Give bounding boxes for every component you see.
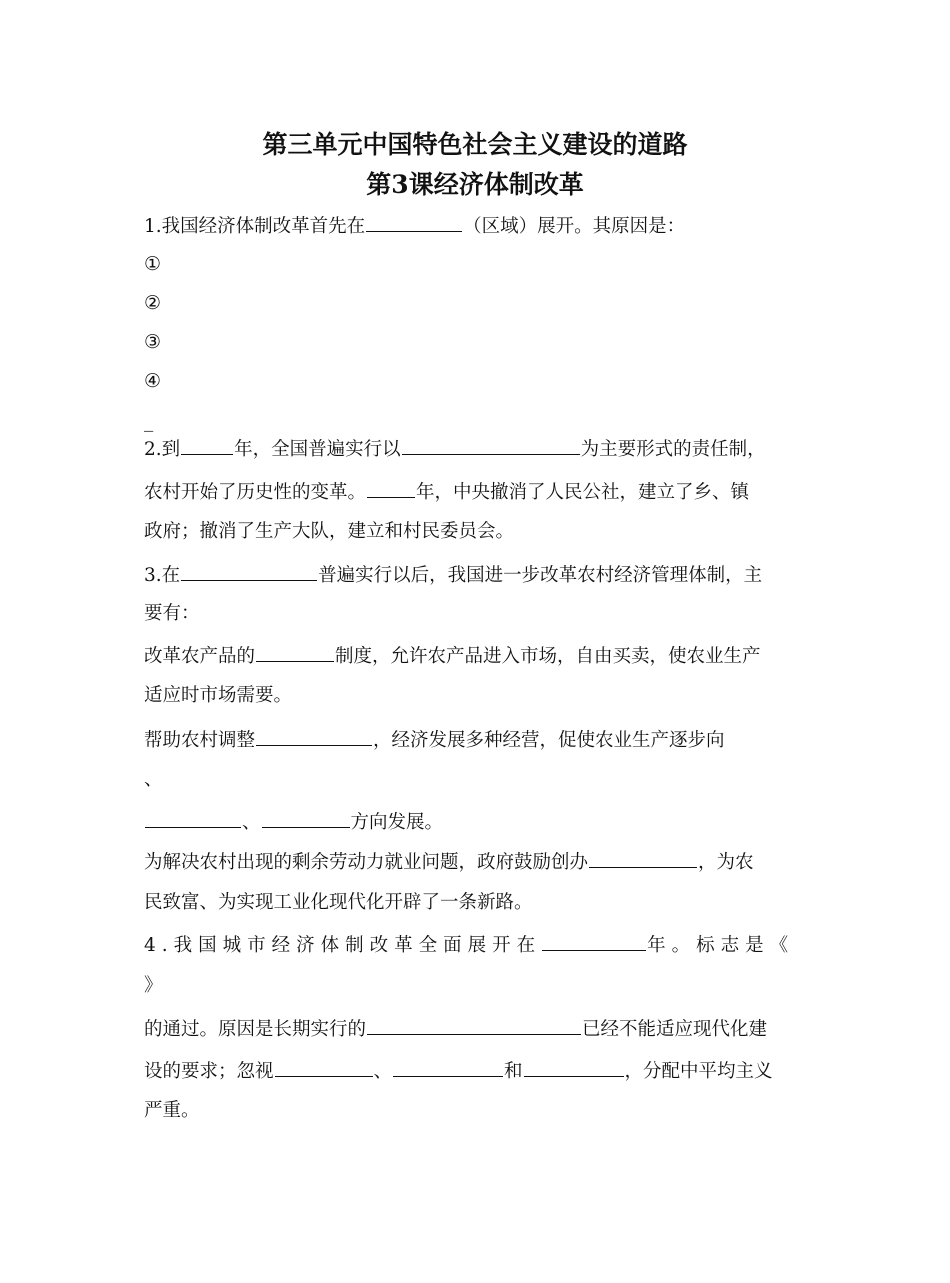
question-4-line-5: 严重。	[144, 1100, 200, 1121]
q3-text-f: ，经济发展多种经营，促使农业生产逐步向	[373, 730, 725, 751]
q4-ignore-blank-2[interactable]	[393, 1058, 503, 1077]
question-3-line-3	[144, 643, 809, 669]
question-3-line-9: 民致富、为实现工业化现代化开辟了一条新路。	[144, 892, 533, 913]
question-1-text-after: （区域）展开。其原因是：	[463, 216, 686, 237]
q3-purchase-blank[interactable]	[256, 643, 334, 662]
question-2-line-1	[144, 436, 809, 462]
q4-text-f: ，分配中平均主义	[624, 1061, 773, 1082]
q2-text-c: 为主要形式的责任制，	[580, 439, 766, 460]
q3-text-i: ，为农	[698, 852, 754, 873]
q4-text-e: 设的要求；忽视	[144, 1061, 274, 1082]
question-4-line-4	[144, 1058, 809, 1084]
q3-enterprise-blank[interactable]	[589, 849, 697, 868]
q4-text-d: 已经不能适应现代化建	[582, 1019, 768, 1040]
stray-underscore: _	[144, 411, 154, 432]
q3-direction-blank-1[interactable]	[145, 809, 241, 828]
lesson-title: 第3课经济体制改革	[366, 170, 584, 199]
question-1-text: 1.我国经济体制改革首先在	[144, 216, 366, 237]
question-3-line-2: 要有：	[144, 603, 200, 624]
question-2-line-2	[144, 479, 809, 505]
q2-text-d: 农村开始了历史性的变革。	[144, 482, 367, 503]
q2-year-blank[interactable]	[181, 436, 233, 455]
question-3-line-7	[144, 809, 809, 835]
q1-region-blank[interactable]	[366, 213, 462, 232]
q4-text-a: 4.我国城市经济体制改革全面展开在	[144, 935, 542, 956]
question-3-line-4: 适应时市场需要。	[144, 685, 293, 706]
q2-text-b: 年，全国普遍实行以	[234, 439, 401, 460]
q3-text-e: 帮助农村调整	[144, 730, 256, 751]
q4-system-blank[interactable]	[367, 1016, 581, 1035]
q3-text-c: 改革农产品的	[144, 646, 256, 667]
q3-text-d: 制度，允许农产品进入市场，自由买卖，使农业生产	[335, 646, 761, 667]
q3-text-g: 方向发展。	[350, 812, 444, 833]
question-3-line-8	[144, 849, 809, 875]
question-4-line-2: 》	[144, 975, 163, 996]
question-2-line-3: 政府；撤消了生产大队，建立和村民委员会。	[144, 521, 515, 542]
question-3-line-6: 、	[144, 769, 163, 790]
reason-1-marker: ①	[144, 253, 162, 275]
reason-2-marker: ②	[144, 292, 162, 314]
question-1-line	[144, 213, 809, 239]
q4-text-b: 年。标志是《	[647, 935, 795, 956]
q4-separator-2: 和	[504, 1061, 523, 1082]
q3-direction-blank-2[interactable]	[262, 809, 350, 828]
question-3-line-5	[144, 727, 809, 753]
question-4-line-1	[144, 932, 809, 958]
q2-text-e: 年，中央撤消了人民公社，建立了乡、镇	[416, 482, 750, 503]
q4-year-blank[interactable]	[542, 932, 646, 951]
q3-structure-blank[interactable]	[256, 727, 372, 746]
q3-system-blank[interactable]	[181, 562, 317, 581]
q4-text-c: 的通过。原因是长期实行的	[144, 1019, 367, 1040]
q3-text-a: 3.在	[144, 565, 181, 586]
q3-text-b: 普遍实行以后，我国进一步改革农村经济管理体制，主	[318, 565, 763, 586]
q4-separator-1: 、	[373, 1061, 393, 1082]
reason-4-marker: ④	[144, 370, 162, 392]
q4-ignore-blank-1[interactable]	[275, 1058, 373, 1077]
q4-ignore-blank-3[interactable]	[524, 1058, 624, 1077]
question-4-line-3	[144, 1016, 809, 1042]
question-3-line-1	[144, 562, 809, 588]
q3-separator: 、	[242, 812, 261, 833]
unit-title: 第三单元中国特色社会主义建设的道路	[262, 130, 688, 159]
q2-text-a: 2.到	[144, 439, 181, 460]
q3-text-h: 为解决农村出现的剩余劳动力就业问题，政府鼓励创办	[144, 852, 589, 873]
q2-form-blank[interactable]	[402, 436, 580, 455]
q2-year2-blank[interactable]	[367, 479, 415, 498]
reason-3-marker: ③	[144, 331, 162, 353]
